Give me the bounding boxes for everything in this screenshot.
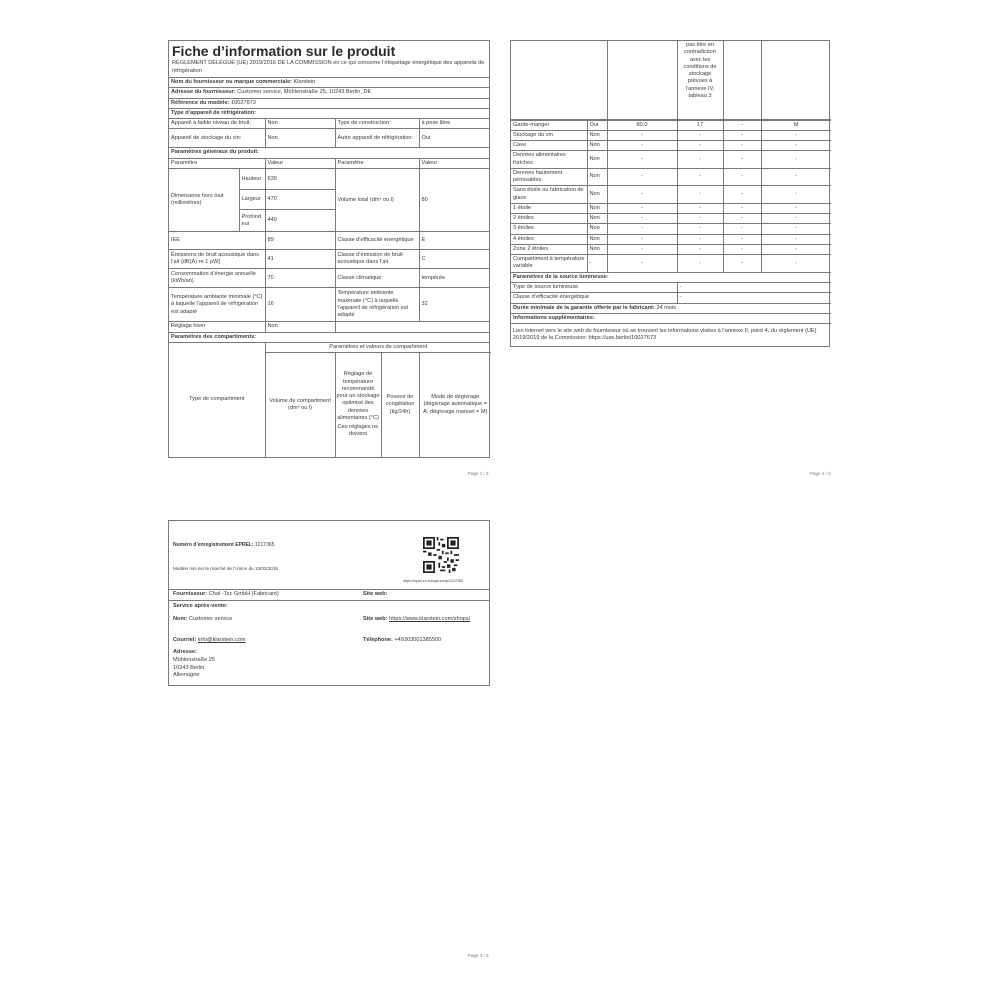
- compartment-defrost-cell: -: [761, 141, 831, 151]
- compartment-defrost-cell: -: [761, 214, 831, 224]
- col-value-2: Valeur: [419, 158, 489, 168]
- col-comp-volume: Volume de compartiment (dm³ ou l): [265, 353, 335, 457]
- continuation-blank-2: [607, 41, 677, 119]
- supplier-table: [169, 78, 489, 169]
- continuation-blank-4: [761, 41, 831, 119]
- supplier-row: [173, 591, 279, 597]
- compartment-volume-cell: -: [607, 214, 677, 224]
- compartment-defrost-cell: -: [761, 244, 831, 254]
- eff-class-label: Classe d’efficacité énergétique: [335, 232, 419, 250]
- compartment-name-cell: Zone 2 étoiles: [511, 244, 587, 254]
- compartment-temp-cell: -: [677, 186, 723, 204]
- min-temp-label: Température ambiante minimale (°C) à laquelle l’appareil de réfrigération est adapté: [169, 288, 265, 322]
- col-param-2: Paramètre: [335, 158, 419, 168]
- winter-value: Non: [265, 322, 335, 332]
- address-line2: 10243 Berlin: [173, 664, 205, 671]
- compartment-name-cell: Denrées hautement périssables: [511, 168, 587, 186]
- compartment-freezing-cell: -: [723, 130, 761, 140]
- depth-value: 440: [265, 210, 335, 232]
- supplier-value: Klarstein: [293, 79, 316, 86]
- name-label: Nom:: [173, 616, 188, 622]
- col-temp-setting: Réglage de température recommandé pour un stockage optimisé des denrées alimentaires (°C): [336, 371, 380, 421]
- compartment-name-cell: Sans étoile ou fabrication de glace: [511, 186, 587, 204]
- consumption-value: 70: [265, 269, 335, 288]
- compartment-temp-cell: 17: [677, 120, 723, 130]
- wine-value: Non: [265, 129, 335, 148]
- construction-label: Type de construction:: [335, 119, 419, 129]
- height-label: Hauteur: [239, 169, 265, 190]
- compartment-present-cell: Non: [587, 214, 607, 224]
- address-line3: Allemagne: [173, 672, 200, 679]
- noise-value: 41: [265, 250, 335, 269]
- compartment-defrost-cell: M: [761, 120, 831, 130]
- height-value: 635: [265, 169, 335, 190]
- table-row: [511, 141, 831, 151]
- other-label: Autre appareil de réfrigération:: [335, 129, 419, 148]
- compartment-present-cell: Non: [587, 141, 607, 151]
- table-row: [511, 203, 831, 213]
- compartment-header: Paramètres des compartiments:: [169, 332, 489, 342]
- volume-value: 80: [419, 169, 489, 232]
- compartment-temp-cell: -: [677, 203, 723, 213]
- dim-label: Dimensions hors tout (millimètres): [169, 169, 239, 232]
- phone-value: +49303001385500: [394, 637, 442, 643]
- compartment-defrost-cell: -: [761, 234, 831, 244]
- width-label: Largeur: [239, 190, 265, 210]
- compartment-freezing-cell: -: [723, 141, 761, 151]
- compartment-temp-cell: -: [677, 255, 723, 273]
- col-freezing: Pouvoir de congélation (kg/24h): [381, 353, 419, 457]
- supplier-value: Chal -Tec GmbH (Fabricant): [208, 591, 279, 597]
- compartment-volume-cell: -: [607, 168, 677, 186]
- name-row: [173, 616, 232, 622]
- max-temp-value: 32: [419, 288, 489, 322]
- model-label: Référence du modèle:: [171, 99, 230, 106]
- supplier-label: Nom du fournisseur ou marque commerciale:: [171, 79, 292, 86]
- continuation-blank-3: [723, 41, 761, 119]
- warranty-label: Durée minimale de la garantie offerte par le fabricant:: [513, 304, 655, 311]
- compartment-present-cell: Non: [587, 151, 607, 169]
- compartment-header-table: [169, 343, 491, 457]
- name-value: Customer service: [188, 616, 233, 622]
- compartment-present-cell: Non: [587, 224, 607, 234]
- compartment-freezing-cell: -: [723, 203, 761, 213]
- light-header: Paramètres de la source lumineuse:: [511, 273, 831, 283]
- table-row: [511, 234, 831, 244]
- compartment-defrost-cell: -: [761, 186, 831, 204]
- compartment-freezing-cell: -: [723, 224, 761, 234]
- divider: [169, 589, 489, 590]
- light-type-label: Type de source lumineuse: [511, 283, 677, 293]
- eprel-row: [173, 542, 274, 548]
- compartment-defrost-cell: -: [761, 151, 831, 169]
- service-header: Service après-vente:: [173, 603, 228, 609]
- compartment-temp-cell: -: [677, 151, 723, 169]
- email-link[interactable]: info@klarstein.com: [197, 637, 246, 643]
- compartment-temp-cell: -: [677, 130, 723, 140]
- table-row: [511, 244, 831, 254]
- climate-label: Classe climatique:: [335, 269, 419, 288]
- email-label: Courriel:: [173, 637, 197, 643]
- regulation-text: RÈGLEMENT DÉLÉGUÉ (UE) 2019/2016 DE LA COMMISSION en ce qui concerne l’étiquetage énergétique des appareils de réfrigération: [169, 60, 489, 78]
- table-row: [511, 224, 831, 234]
- low-noise-value: Non: [265, 119, 335, 129]
- compartment-volume-cell: -: [607, 186, 677, 204]
- compartment-name-cell: 4 étoiles: [511, 234, 587, 244]
- wine-label: Appareil de stockage du vin:: [169, 129, 265, 148]
- compartment-volume-cell: 80,0: [607, 120, 677, 130]
- compartment-freezing-cell: -: [723, 234, 761, 244]
- compartment-defrost-cell: -: [761, 203, 831, 213]
- compartment-name-cell: Compartiment à température variable: [511, 255, 587, 273]
- depth-label: Profondeur: [239, 210, 265, 232]
- compartment-defrost-cell: -: [761, 224, 831, 234]
- email-row: [173, 637, 246, 643]
- table-row: [511, 120, 831, 130]
- light-class-label: Classe d’efficacité énergétique: [511, 293, 677, 303]
- extra-header: Informations supplémentaires:: [511, 313, 831, 323]
- website-label: Site web:: [363, 591, 388, 597]
- compartment-name-cell: Denrées alimentaires fraîches: [511, 151, 587, 169]
- compartment-defrost-cell: -: [761, 168, 831, 186]
- noise-label: Émissions de bruit acoustique dans l’air [dB(A) re 1 pW]: [169, 250, 265, 269]
- qr-url: https://eprel.ec.europa.eu/qr/1217365: [403, 579, 463, 583]
- qr-code-icon: [423, 537, 459, 573]
- empty-cell: [335, 322, 489, 332]
- compartment-temp-cell: -: [677, 234, 723, 244]
- page-number: Page 2 / 3: [810, 471, 831, 476]
- col-param: Paramètre: [169, 158, 265, 168]
- table-row: [511, 186, 831, 204]
- service-site-row: [363, 616, 483, 624]
- page-number: Page 1 / 3: [468, 471, 489, 476]
- table-row: [511, 151, 831, 169]
- extra-text: Lien internet vers le site web du fournisseur où se trouvent les informations visées à l’annexe II, point 4, du règlement (UE) 2019/2019 de la Commission: https://use.berlin/10027673: [511, 324, 831, 346]
- compartment-name-cell: 2 étoiles: [511, 214, 587, 224]
- iee-value: 89: [265, 232, 335, 250]
- divider: [169, 600, 489, 601]
- compartment-volume-cell: -: [607, 151, 677, 169]
- eprel-value: 1217365: [254, 542, 275, 548]
- iee-label: IEE: [169, 232, 265, 250]
- product-info-sheet: [168, 40, 490, 458]
- page-title: Fiche d’information sur le produit: [172, 43, 396, 59]
- compartment-volume-cell: -: [607, 234, 677, 244]
- compartment-present-cell: Non: [587, 168, 607, 186]
- market-date: Modèle mis sur le marché de l’Union du 13/02/2015.: [173, 566, 280, 571]
- compartment-freezing-cell: -: [723, 120, 761, 130]
- compartment-freezing-cell: -: [723, 186, 761, 204]
- page-number: Page 3 / 3: [468, 953, 489, 958]
- table-row: [511, 214, 831, 224]
- compartment-defrost-cell: -: [761, 255, 831, 273]
- compartment-name-cell: 3 étoiles: [511, 224, 587, 234]
- compartment-volume-cell: -: [607, 141, 677, 151]
- volume-label: Volume total (dm³ ou l): [335, 169, 419, 232]
- col-temp-note: Ces réglages ne doivent: [337, 424, 379, 438]
- climate-value: tempérée: [419, 269, 489, 288]
- dimensions-table: [169, 169, 489, 343]
- compartment-name-cell: Cave: [511, 141, 587, 151]
- compartment-present-cell: Non: [587, 130, 607, 140]
- page-3: [168, 520, 490, 960]
- address-label: Adresse du fournisseur:: [171, 89, 236, 96]
- max-temp-label: Température ambiante maximale (°C) à laquelle l’appareil de réfrigération est adapté: [335, 288, 419, 322]
- address-value: Customer service, Mühlenstraße 25, 10243 Berlin, DE: [237, 89, 372, 96]
- compartment-params-header: Paramètres et valeurs de compartiment: [265, 343, 491, 353]
- compartment-name-cell: 1 étoile: [511, 203, 587, 213]
- eprel-label: Numéro d’enregistrement EPREL:: [173, 542, 254, 548]
- compartment-temp-cell: -: [677, 214, 723, 224]
- compartment-name-cell: Garde-manger: [511, 120, 587, 130]
- compartment-continuation: [510, 40, 830, 347]
- eprel-info-box: [168, 520, 490, 686]
- compartment-volume-cell: -: [607, 255, 677, 273]
- compartment-volume-cell: -: [607, 224, 677, 234]
- winter-label: Réglage hiver: [169, 322, 265, 332]
- compartment-volume-cell: -: [607, 244, 677, 254]
- phone-row: [363, 637, 441, 643]
- noise-class-label: Classe d’émission de bruit acoustique dans l’air: [335, 250, 419, 269]
- continuation-note: pas être en contradiction avec les conditions de stockage prévues à l’annexe IV, tableau 3: [677, 41, 723, 119]
- compartment-volume-cell: -: [607, 203, 677, 213]
- supplier-label: Fournisseur:: [173, 591, 208, 597]
- noise-class-value: C: [419, 250, 489, 269]
- consumption-label: Consommation d’énergie annuelle (kWh/an): [169, 269, 265, 288]
- general-header: Paramètres généraux du produit:: [169, 148, 489, 158]
- width-value: 470: [265, 190, 335, 210]
- compartment-present-cell: Non: [587, 244, 607, 254]
- compartment-freezing-cell: -: [723, 168, 761, 186]
- low-noise-label: Appareil à faible niveau de bruit:: [169, 119, 265, 129]
- compartment-temp-cell: -: [677, 141, 723, 151]
- compartment-name-cell: Stockage du vin: [511, 130, 587, 140]
- compartment-temp-cell: -: [677, 244, 723, 254]
- compartment-present-cell: Oui: [587, 120, 607, 130]
- compartment-freezing-cell: -: [723, 214, 761, 224]
- address-label: Adresse:: [173, 649, 197, 655]
- compartment-freezing-cell: -: [723, 255, 761, 273]
- compartment-present-cell: Non: [587, 234, 607, 244]
- other-value: Oui: [419, 129, 489, 148]
- eff-class-value: E: [419, 232, 489, 250]
- address-block: [173, 649, 215, 680]
- page-2: [510, 40, 832, 480]
- compartment-freezing-cell: -: [723, 151, 761, 169]
- compartment-present-cell: Non: [587, 203, 607, 213]
- compartment-list-table: [511, 120, 831, 273]
- phone-label: Téléphone:: [363, 637, 393, 643]
- warranty-value: 24 mois: [656, 304, 676, 311]
- compartment-temp-cell: -: [677, 168, 723, 186]
- address-line1: Mühlenstraße 25: [173, 656, 215, 663]
- light-table: [511, 273, 831, 346]
- compartment-present-cell: Non: [587, 186, 607, 204]
- page-1: [168, 40, 490, 480]
- table-row: [511, 130, 831, 140]
- table-row: [511, 168, 831, 186]
- col-defrost: Mode de dégivrage (dégivrage automatique = A, dégivrage manuel = M): [419, 353, 491, 457]
- compartment-volume-cell: -: [607, 130, 677, 140]
- col-compartment-type: Type de compartiment: [169, 343, 265, 457]
- compartment-temp-cell: -: [677, 224, 723, 234]
- light-type-value: -: [677, 283, 831, 293]
- compartment-defrost-cell: -: [761, 130, 831, 140]
- continuation-blank: [511, 41, 607, 119]
- compartment-present-cell: -: [587, 255, 607, 273]
- service-site-link[interactable]: https://www.klarstein.com/shops/: [389, 616, 471, 622]
- service-site-label: Site web:: [363, 616, 388, 622]
- construction-value: à pose libre: [419, 119, 489, 129]
- model-value: 10027673: [231, 99, 256, 106]
- type-header: Type d’appareil de réfrigération:: [169, 108, 489, 118]
- compartment-freezing-cell: -: [723, 244, 761, 254]
- min-temp-value: 16: [265, 288, 335, 322]
- light-class-value: -: [677, 293, 831, 303]
- table-row: [511, 255, 831, 273]
- col-value: Valeur: [265, 158, 335, 168]
- compartment-rows-table: [511, 41, 831, 120]
